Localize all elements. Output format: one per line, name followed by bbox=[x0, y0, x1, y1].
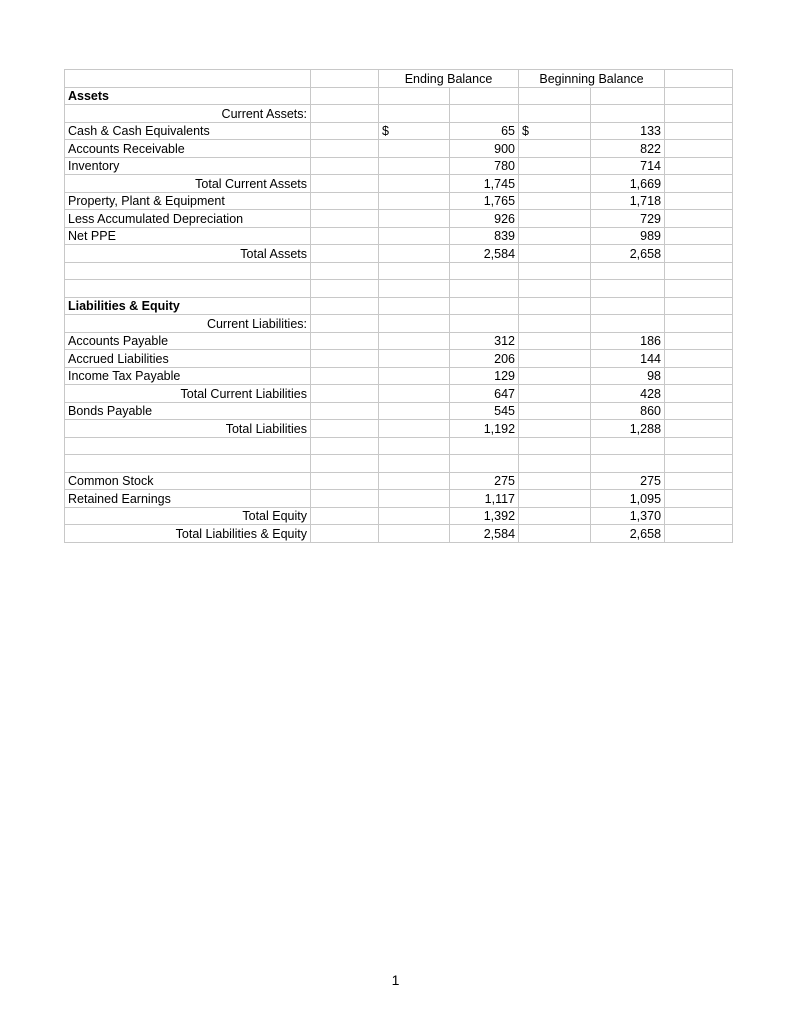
ending-balance-cell: 926 bbox=[450, 210, 519, 228]
row-label: Total Liabilities bbox=[65, 420, 311, 438]
spacer-cell bbox=[311, 227, 379, 245]
beginning-balance-cell: 98 bbox=[591, 367, 665, 385]
ending-balance-cell: 1,392 bbox=[450, 507, 519, 525]
beginning-currency-cell: $ bbox=[519, 122, 591, 140]
ending-balance-cell bbox=[450, 105, 519, 123]
beginning-balance-cell: 1,095 bbox=[591, 490, 665, 508]
table-row bbox=[65, 437, 733, 455]
ending-balance-cell bbox=[450, 280, 519, 298]
spacer-cell bbox=[665, 87, 733, 105]
spacer-cell bbox=[311, 490, 379, 508]
beginning-currency-cell bbox=[519, 105, 591, 123]
beginning-balance-cell: 133 bbox=[591, 122, 665, 140]
table-row bbox=[65, 490, 733, 508]
table-row bbox=[65, 332, 733, 350]
ending-balance-cell: 312 bbox=[450, 332, 519, 350]
ending-currency-cell bbox=[379, 192, 450, 210]
beginning-currency-cell bbox=[519, 175, 591, 193]
beginning-balance-cell bbox=[591, 455, 665, 473]
spacer-cell bbox=[665, 105, 733, 123]
beginning-currency-cell bbox=[519, 472, 591, 490]
ending-currency-cell bbox=[379, 245, 450, 263]
ending-balance-cell: 839 bbox=[450, 227, 519, 245]
ending-currency-cell bbox=[379, 490, 450, 508]
spacer-cell bbox=[665, 245, 733, 263]
spacer-cell bbox=[311, 262, 379, 280]
ending-currency-cell bbox=[379, 402, 450, 420]
table-row bbox=[65, 192, 733, 210]
table-row bbox=[65, 350, 733, 368]
beginning-balance-cell: 2,658 bbox=[591, 245, 665, 263]
ending-balance-cell: 647 bbox=[450, 385, 519, 403]
spacer-cell bbox=[311, 525, 379, 543]
beginning-balance-cell bbox=[591, 315, 665, 333]
page-number: 1 bbox=[391, 972, 400, 988]
beginning-balance-header: Beginning Balance bbox=[519, 70, 665, 88]
ending-balance-cell: 129 bbox=[450, 367, 519, 385]
ending-currency-cell bbox=[379, 175, 450, 193]
balance-table bbox=[64, 69, 733, 543]
beginning-currency-cell bbox=[519, 87, 591, 105]
table-body bbox=[65, 87, 733, 542]
row-label: Less Accumulated Depreciation bbox=[65, 210, 311, 228]
spacer-cell bbox=[665, 262, 733, 280]
ending-currency-cell bbox=[379, 262, 450, 280]
beginning-currency-cell bbox=[519, 490, 591, 508]
ending-balance-cell: 65 bbox=[450, 122, 519, 140]
spacer-cell bbox=[665, 315, 733, 333]
ending-balance-cell bbox=[450, 87, 519, 105]
spacer-cell bbox=[311, 507, 379, 525]
row-label: Property, Plant & Equipment bbox=[65, 192, 311, 210]
row-label: Assets bbox=[65, 87, 311, 105]
table-row bbox=[65, 157, 733, 175]
ending-balance-cell bbox=[450, 262, 519, 280]
beginning-balance-cell: 714 bbox=[591, 157, 665, 175]
table-row bbox=[65, 455, 733, 473]
ending-balance-cell: 1,192 bbox=[450, 420, 519, 438]
beginning-balance-cell: 822 bbox=[591, 140, 665, 158]
beginning-currency-cell bbox=[519, 332, 591, 350]
spacer-cell bbox=[311, 297, 379, 315]
spacer-cell bbox=[311, 122, 379, 140]
ending-balance-cell bbox=[450, 297, 519, 315]
ending-currency-cell bbox=[379, 525, 450, 543]
beginning-balance-cell: 1,288 bbox=[591, 420, 665, 438]
spacer-cell bbox=[311, 472, 379, 490]
ending-balance-cell: 2,584 bbox=[450, 245, 519, 263]
table-row bbox=[65, 105, 733, 123]
row-label: Accounts Receivable bbox=[65, 140, 311, 158]
ending-currency-cell bbox=[379, 105, 450, 123]
beginning-currency-cell bbox=[519, 402, 591, 420]
row-label: Total Current Assets bbox=[65, 175, 311, 193]
table-row bbox=[65, 87, 733, 105]
beginning-currency-cell bbox=[519, 315, 591, 333]
spacer-cell bbox=[665, 525, 733, 543]
spacer-cell bbox=[311, 245, 379, 263]
beginning-currency-cell bbox=[519, 350, 591, 368]
row-label: Total Equity bbox=[65, 507, 311, 525]
spacer-cell bbox=[665, 507, 733, 525]
beginning-currency-cell bbox=[519, 157, 591, 175]
ending-currency-cell bbox=[379, 472, 450, 490]
ending-currency-cell bbox=[379, 210, 450, 228]
spacer-cell bbox=[665, 280, 733, 298]
table-row bbox=[65, 420, 733, 438]
spacer-cell bbox=[311, 315, 379, 333]
spacer-cell bbox=[311, 105, 379, 123]
beginning-balance-cell: 275 bbox=[591, 472, 665, 490]
beginning-balance-cell: 186 bbox=[591, 332, 665, 350]
ending-balance-cell: 2,584 bbox=[450, 525, 519, 543]
table-row bbox=[65, 472, 733, 490]
row-label: Current Liabilities: bbox=[65, 315, 311, 333]
beginning-balance-cell: 860 bbox=[591, 402, 665, 420]
beginning-currency-cell bbox=[519, 367, 591, 385]
row-label: Income Tax Payable bbox=[65, 367, 311, 385]
table-row bbox=[65, 227, 733, 245]
spacer-cell bbox=[665, 210, 733, 228]
spacer-cell bbox=[311, 437, 379, 455]
ending-balance-cell: 1,765 bbox=[450, 192, 519, 210]
ending-currency-cell bbox=[379, 420, 450, 438]
row-label: Total Current Liabilities bbox=[65, 385, 311, 403]
beginning-currency-cell bbox=[519, 385, 591, 403]
beginning-balance-cell: 729 bbox=[591, 210, 665, 228]
beginning-balance-cell bbox=[591, 280, 665, 298]
header-row bbox=[65, 70, 733, 88]
table-row bbox=[65, 280, 733, 298]
spacer-cell bbox=[665, 420, 733, 438]
ending-currency-cell bbox=[379, 385, 450, 403]
ending-currency-cell bbox=[379, 507, 450, 525]
spacer-cell bbox=[665, 455, 733, 473]
beginning-currency-cell bbox=[519, 437, 591, 455]
beginning-currency-cell bbox=[519, 455, 591, 473]
spacer-cell bbox=[311, 210, 379, 228]
row-label: Inventory bbox=[65, 157, 311, 175]
beginning-balance-cell: 2,658 bbox=[591, 525, 665, 543]
spacer-cell bbox=[311, 87, 379, 105]
spacer-cell bbox=[311, 332, 379, 350]
beginning-currency-cell bbox=[519, 507, 591, 525]
beginning-currency-cell bbox=[519, 140, 591, 158]
beginning-currency-cell bbox=[519, 420, 591, 438]
spacer-cell bbox=[665, 402, 733, 420]
table-row bbox=[65, 385, 733, 403]
ending-balance-cell bbox=[450, 437, 519, 455]
spacer-cell bbox=[665, 227, 733, 245]
ending-currency-cell bbox=[379, 367, 450, 385]
spacer-cell bbox=[311, 455, 379, 473]
row-label: Total Assets bbox=[65, 245, 311, 263]
beginning-currency-cell bbox=[519, 227, 591, 245]
row-label: Net PPE bbox=[65, 227, 311, 245]
ending-currency-cell bbox=[379, 332, 450, 350]
row-label: Accounts Payable bbox=[65, 332, 311, 350]
spacer-cell bbox=[311, 350, 379, 368]
ending-currency-cell bbox=[379, 315, 450, 333]
ending-balance-cell: 1,745 bbox=[450, 175, 519, 193]
beginning-balance-cell: 1,718 bbox=[591, 192, 665, 210]
spacer-cell bbox=[311, 280, 379, 298]
ending-currency-cell bbox=[379, 280, 450, 298]
table-row bbox=[65, 262, 733, 280]
spacer-cell bbox=[311, 140, 379, 158]
beginning-balance-cell bbox=[591, 87, 665, 105]
spacer-cell bbox=[311, 385, 379, 403]
table-row bbox=[65, 210, 733, 228]
spacer-cell bbox=[665, 350, 733, 368]
ending-balance-cell: 780 bbox=[450, 157, 519, 175]
ending-balance-cell: 900 bbox=[450, 140, 519, 158]
beginning-balance-cell: 1,669 bbox=[591, 175, 665, 193]
ending-balance-cell: 545 bbox=[450, 402, 519, 420]
beginning-currency-cell bbox=[519, 280, 591, 298]
spacer-cell bbox=[311, 420, 379, 438]
spacer-cell bbox=[311, 175, 379, 193]
beginning-balance-cell bbox=[591, 105, 665, 123]
spacer-cell bbox=[311, 192, 379, 210]
row-label bbox=[65, 437, 311, 455]
ending-currency-cell bbox=[379, 227, 450, 245]
table-row bbox=[65, 402, 733, 420]
ending-currency-cell bbox=[379, 157, 450, 175]
ending-currency-cell bbox=[379, 87, 450, 105]
spacer-cell bbox=[665, 367, 733, 385]
table-row bbox=[65, 122, 733, 140]
beginning-balance-cell: 989 bbox=[591, 227, 665, 245]
spacer-cell bbox=[665, 122, 733, 140]
ending-balance-cell: 275 bbox=[450, 472, 519, 490]
beginning-currency-cell bbox=[519, 210, 591, 228]
spacer-cell bbox=[665, 157, 733, 175]
beginning-currency-cell bbox=[519, 297, 591, 315]
row-label: Liabilities & Equity bbox=[65, 297, 311, 315]
beginning-balance-cell: 428 bbox=[591, 385, 665, 403]
row-label: Accrued Liabilities bbox=[65, 350, 311, 368]
ending-currency-cell bbox=[379, 297, 450, 315]
ending-balance-cell bbox=[450, 315, 519, 333]
table-row bbox=[65, 525, 733, 543]
beginning-balance-cell bbox=[591, 437, 665, 455]
table-row bbox=[65, 507, 733, 525]
table-row bbox=[65, 245, 733, 263]
spacer-cell bbox=[311, 157, 379, 175]
spacer-cell bbox=[311, 367, 379, 385]
ending-currency-cell bbox=[379, 437, 450, 455]
table-row bbox=[65, 140, 733, 158]
beginning-balance-cell bbox=[591, 262, 665, 280]
spacer-cell bbox=[665, 385, 733, 403]
spacer-cell bbox=[665, 140, 733, 158]
beginning-balance-cell: 1,370 bbox=[591, 507, 665, 525]
beginning-currency-cell bbox=[519, 192, 591, 210]
row-label: Retained Earnings bbox=[65, 490, 311, 508]
beginning-currency-cell bbox=[519, 245, 591, 263]
table-row bbox=[65, 175, 733, 193]
ending-balance-cell: 206 bbox=[450, 350, 519, 368]
spacer-cell bbox=[665, 175, 733, 193]
spacer-cell bbox=[665, 332, 733, 350]
spacer-cell bbox=[665, 437, 733, 455]
spacer-cell bbox=[665, 297, 733, 315]
table-row bbox=[65, 297, 733, 315]
balance-sheet bbox=[64, 69, 664, 543]
ending-balance-header: Ending Balance bbox=[379, 70, 519, 88]
spacer-cell bbox=[665, 490, 733, 508]
beginning-balance-cell: 144 bbox=[591, 350, 665, 368]
row-label bbox=[65, 280, 311, 298]
ending-balance-cell bbox=[450, 455, 519, 473]
ending-balance-cell: 1,117 bbox=[450, 490, 519, 508]
beginning-currency-cell bbox=[519, 262, 591, 280]
ending-currency-cell bbox=[379, 140, 450, 158]
ending-currency-cell bbox=[379, 455, 450, 473]
row-label bbox=[65, 455, 311, 473]
row-label: Total Liabilities & Equity bbox=[65, 525, 311, 543]
spacer-cell bbox=[665, 192, 733, 210]
spacer-cell bbox=[665, 472, 733, 490]
row-label: Common Stock bbox=[65, 472, 311, 490]
table-row bbox=[65, 315, 733, 333]
row-label: Cash & Cash Equivalents bbox=[65, 122, 311, 140]
ending-currency-cell bbox=[379, 350, 450, 368]
table-row bbox=[65, 367, 733, 385]
row-label: Bonds Payable bbox=[65, 402, 311, 420]
row-label: Current Assets: bbox=[65, 105, 311, 123]
beginning-currency-cell bbox=[519, 525, 591, 543]
beginning-balance-cell bbox=[591, 297, 665, 315]
ending-currency-cell: $ bbox=[379, 122, 450, 140]
spacer-cell bbox=[311, 402, 379, 420]
row-label bbox=[65, 262, 311, 280]
